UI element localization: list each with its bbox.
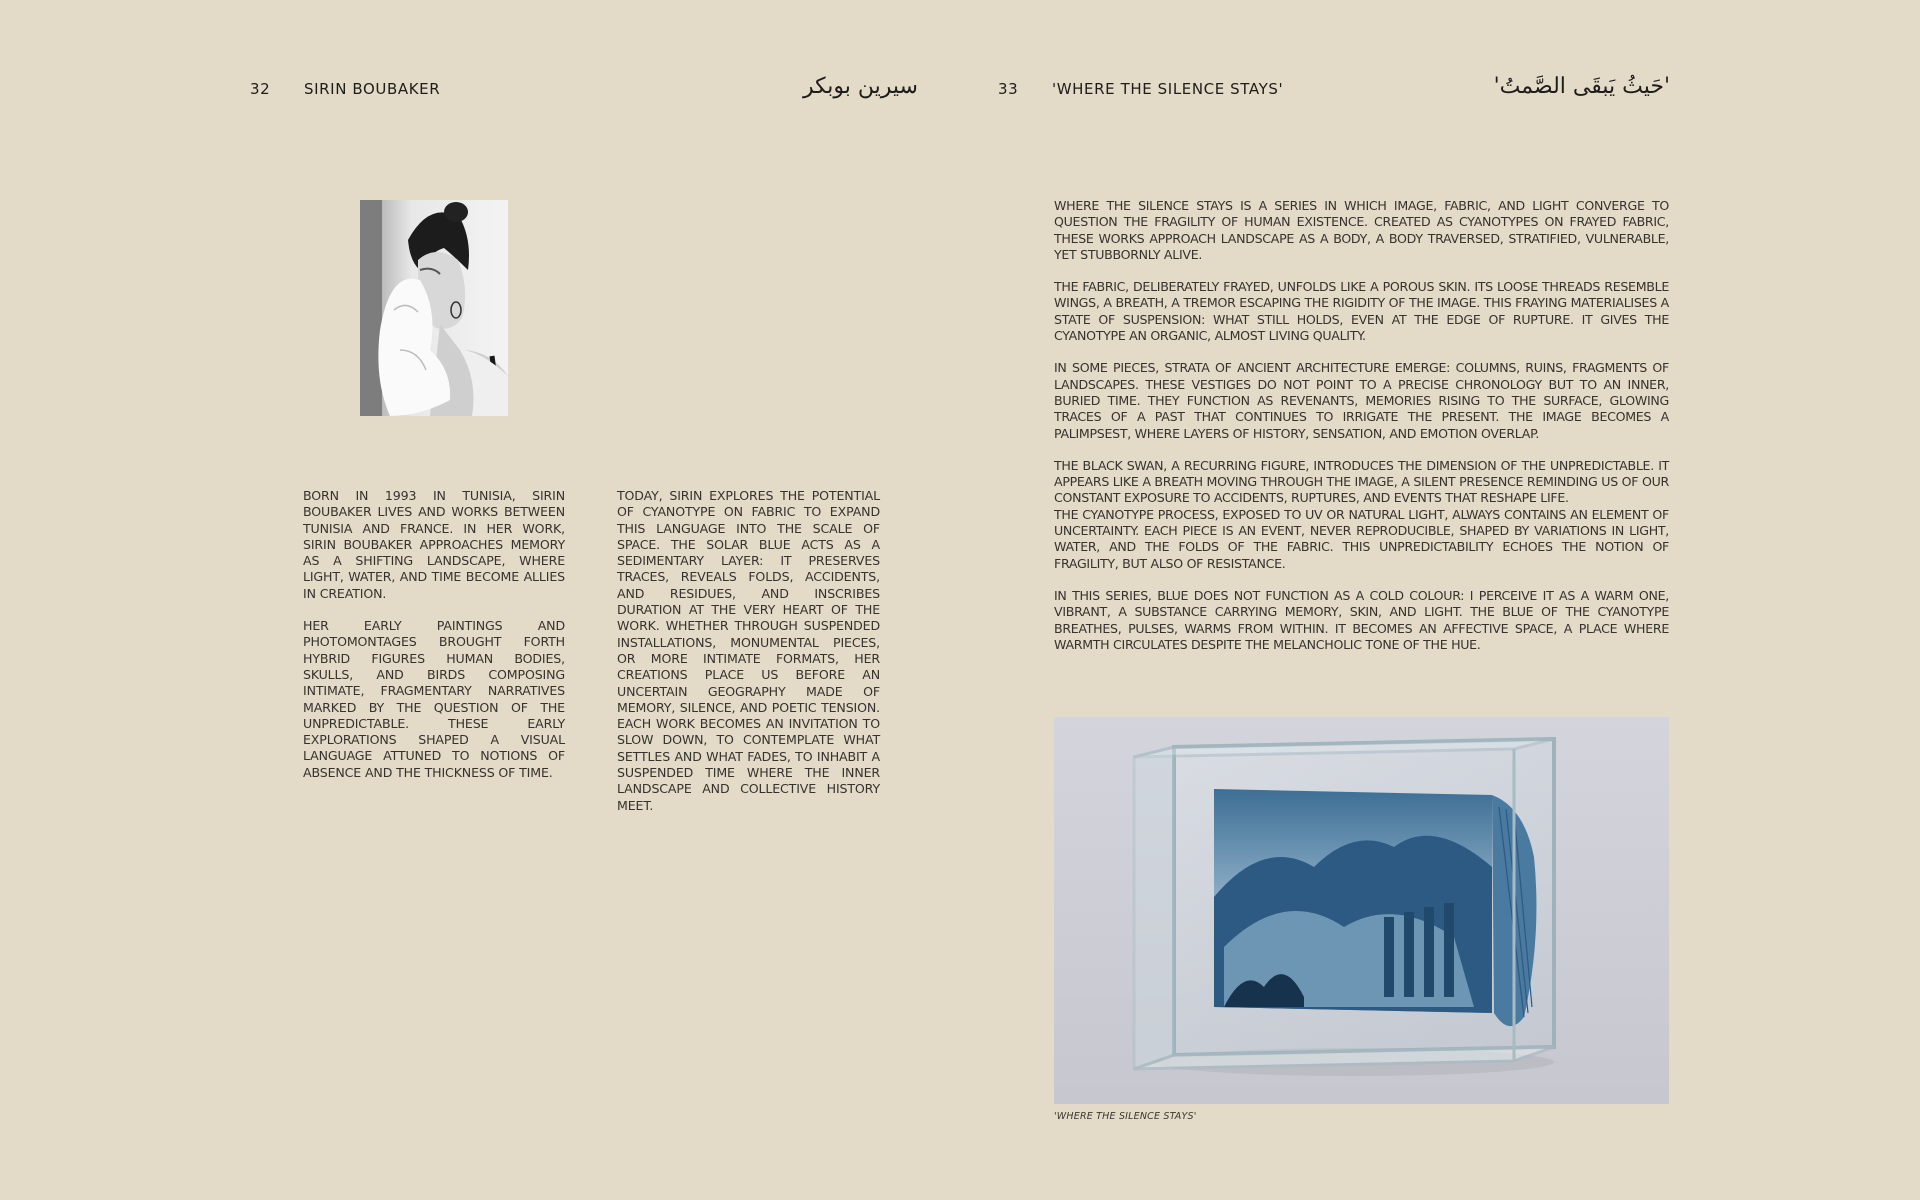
- right-page-number: 33: [998, 80, 1019, 98]
- bio-paragraph: BORN IN 1993 IN TUNISIA, SIRIN BOUBAKER LIVES AND WORKS BETWEEN TUNISIA AND FRANCE. IN HER WORK, SIRIN BOUBAKER APPROACHES MEMORY AS A SHIFTING LANDSCAPE, WHERE LIGHT, WATER, AND TIME BECOME ALLIES IN CREATION.: [303, 488, 565, 601]
- artwork-caption: 'WHERE THE SILENCE STAYS': [1054, 1111, 1197, 1122]
- series-description: [1054, 198, 1669, 669]
- artist-portrait-photo: [360, 200, 508, 416]
- series-paragraph: IN THIS SERIES, BLUE DOES NOT FUNCTION AS A COLD COLOUR: I PERCEIVE IT AS A WARM ONE, VIBRANT, A SUBSTANCE CARRYING MEMORY, SKIN, AND LIGHT. THE BLUE OF THE CYANOTYPE BREATHES, PULSES, WARMS FROM WITHIN. IT BECOMES AN AFFECTIVE SPACE, A PLACE WHERE WARMTH CIRCULATES DESPITE THE MELANCHOLIC TONE OF THE HUE.: [1054, 587, 1669, 652]
- series-paragraph: THE CYANOTYPE PROCESS, EXPOSED TO UV OR NATURAL LIGHT, ALWAYS CONTAINS AN ELEMENT OF UNCERTAINTY. EACH PIECE IS AN EVENT, NEVER REPRODUCIBLE, SHAPED BY VARIATIONS IN LIGHT, WATER, AND THE FOLDS OF THE FABRIC. THIS UNPREDICTABILITY ECHOES THE NOTION OF FRAGILITY, BUT ALSO OF RESISTANCE.: [1054, 506, 1669, 571]
- left-page-number: 32: [250, 80, 271, 98]
- bio-column-right: [617, 488, 880, 830]
- right-header-title-arabic: 'حَيثُ يَبقَى الصَّمتُ': [1493, 74, 1670, 99]
- cyanotype-fabric: [1214, 789, 1536, 1026]
- bio-paragraph: HER EARLY PAINTINGS AND PHOTOMONTAGES BROUGHT FORTH HYBRID FIGURES HUMAN BODIES, SKULLS, AND BIRDS COMPOSING INTIMATE, FRAGMENTARY NARRATIVES MARKED BY THE QUESTION OF THE UNPREDICTABLE. THESE EARLY EXPLORATIONS SHAPED A VISUAL LANGUAGE ATTUNED TO NOTIONS OF ABSENCE AND THE THICKNESS OF TIME.: [303, 618, 565, 780]
- series-paragraph: WHERE THE SILENCE STAYS IS A SERIES IN WHICH IMAGE, FABRIC, AND LIGHT CONVERGE TO QUESTION THE FRAGILITY OF HUMAN EXISTENCE. CREATED AS CYANOTYPES ON FRAYED FABRIC, THESE WORKS APPROACH LANDSCAPE AS A BODY, A BODY TRAVERSED, STRATIFIED, VULNERABLE, YET STUBBORNLY ALIVE.: [1054, 198, 1669, 262]
- bio-column-left: [303, 488, 565, 797]
- artwork-photo-cyanotype-in-glass-case: [1054, 717, 1669, 1104]
- series-paragraph: THE FABRIC, DELIBERATELY FRAYED, UNFOLDS LIKE A POROUS SKIN. ITS LOOSE THREADS RESEMBLE WINGS, A BREATH, A TREMOR ESCAPING THE RIGIDITY OF THE IMAGE. THIS FRAYING MATERIALISES A STATE OF SUSPENSION: WHAT STILL HOLDS, EVEN AT THE EDGE OF RUPTURE. IT GIVES THE CYANOTYPE AN ORGANIC, ALMOST LIVING QUALITY.: [1054, 279, 1669, 344]
- left-header-title: SIRIN BOUBAKER: [304, 80, 441, 98]
- series-paragraph: THE BLACK SWAN, A RECURRING FIGURE, INTRODUCES THE DIMENSION OF THE UNPREDICTABLE. IT APPEARS LIKE A BREATH MOVING THROUGH THE IMAGE, A SILENT PRESENCE REMINDING US OF OUR CONSTANT EXPOSURE TO ACCIDENTS, RUPTURES, AND EVENTS THAT RESHAPE LIFE.: [1054, 457, 1669, 506]
- right-header-title: 'WHERE THE SILENCE STAYS': [1052, 80, 1284, 98]
- left-header-title-arabic: سيرين بوبكر: [803, 74, 918, 99]
- bio-paragraph: TODAY, SIRIN EXPLORES THE POTENTIAL OF CYANOTYPE ON FABRIC TO EXPAND THIS LANGUAGE INTO THE SCALE OF SPACE. THE SOLAR BLUE ACTS AS A SEDIMENTARY LAYER: IT PRESERVES TRACES, REVEALS FOLDS, ACCIDENTS, AND RESIDUES, AND INSCRIBES DURATION AT THE VERY HEART OF THE WORK. WHETHER THROUGH SUSPENDED INSTALLATIONS, MONUMENTAL PIECES, OR MORE INTIMATE FORMATS, HER CREATIONS PLACE US BEFORE AN UNCERTAIN GEOGRAPHY MADE OF MEMORY, SILENCE, AND POETIC TENSION. EACH WORK BECOMES AN INVITATION TO SLOW DOWN, TO CONTEMPLATE WHAT SETTLES AND WHAT FADES, TO INHABIT A SUSPENDED TIME WHERE THE INNER LANDSCAPE AND COLLECTIVE HISTORY MEET.: [617, 488, 880, 813]
- series-paragraph: IN SOME PIECES, STRATA OF ANCIENT ARCHITECTURE EMERGE: COLUMNS, RUINS, FRAGMENTS OF LANDSCAPES. THESE VESTIGES DO NOT POINT TO A PRECISE CHRONOLOGY BUT TO AN INNER, BURIED TIME. THEY FUNCTION AS REVENANTS, MEMORIES RISING TO THE SURFACE, GLOWING TRACES OF A PAST THAT CONTINUES TO IRRIGATE THE PRESENT. THE IMAGE BECOMES A PALIMPSEST, WHERE LAYERS OF HISTORY, SENSATION, AND EMOTION OVERLAP.: [1054, 360, 1669, 441]
